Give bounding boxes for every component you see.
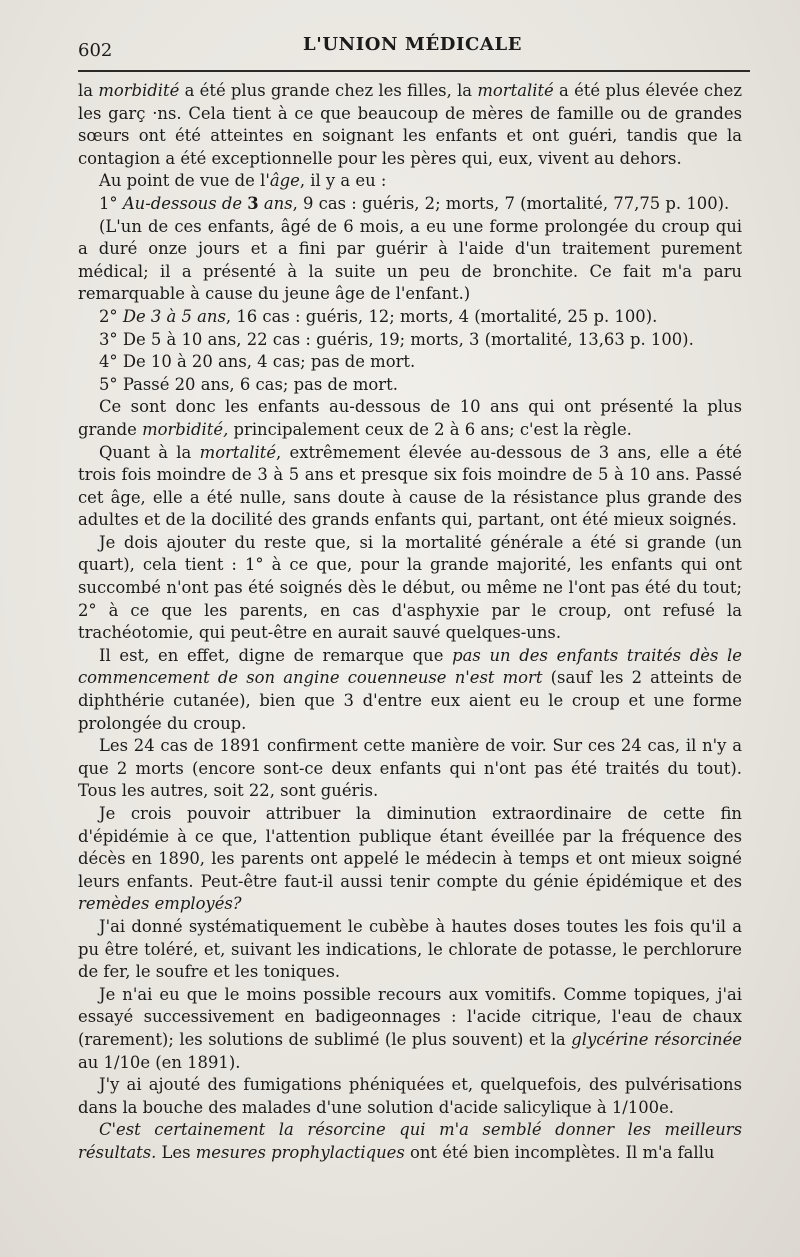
paragraph-p3	[78, 193, 742, 216]
paragraph-p10	[78, 442, 742, 532]
paragraph-p5	[78, 306, 742, 329]
text-run: a été plus élevée chez les garç ·ns. Cela tient à ce que beaucoup de mères de famille ou de grandes sœurs ont été atteintes en soignant les enfants et ont guéri, tandis que la contagion a été exceptionnelle pour les pères qui, eux, vivent au dehors.	[78, 81, 742, 168]
paragraph-p4	[78, 216, 742, 306]
text-run: 4° De 10 à 20 ans, 4 cas; pas de mort.	[99, 352, 416, 372]
paragraph-p7	[78, 351, 742, 374]
text-run: C'est certainement la résorcine qui m'a semblé donner les meilleurs résultats.	[78, 1120, 742, 1162]
paragraph-p17	[78, 1074, 742, 1119]
page-header	[78, 32, 752, 72]
text-run: glycérine résorcinée	[571, 1029, 742, 1049]
paragraph-p1	[78, 80, 742, 170]
text-run: Au point de vue de l'	[99, 171, 270, 191]
text-run: Il est, en effet, digne de remarque que	[99, 645, 453, 665]
text-run: J'y ai ajouté des fumigations phéniquées et, quelquefois, des pulvérisations dans la bouche des malades d'une solution d'acide salicylique à 1/100e.	[78, 1075, 742, 1117]
text-run: 3	[247, 193, 259, 213]
text-run: , 9 cas : guéris, 2; morts, 7 (mortalité, 77,75 p. 100).	[292, 193, 730, 213]
text-run: a été plus grande chez les filles, la	[179, 81, 478, 100]
text-run: morbidité	[98, 81, 180, 100]
text-run: remèdes employés?	[78, 894, 242, 914]
text-run: Je n'ai eu que le moins possible recours aux vomitifs. Comme topiques, j'ai essayé successivement en badigeonnages : l'acide citrique, l'eau de chaux (rarement); les solutions de sublimé (le plus souvent) et la	[78, 984, 742, 1049]
text-run: ont été bien incomplètes. Il m'a fallu	[404, 1142, 715, 1162]
text-run: pas un des enfants traités dès le commencement de son angine couenneuse n'est mort	[78, 645, 742, 688]
text-run: 2°	[99, 306, 123, 326]
text-run: Je dois ajouter du reste que, si la mortalité générale a été si grande (un quart), cela tient : 1° à ce que, pour la grande majorité, les enfants qui ont succombé n'ont pas été soignés dès le début, ou même ne l'ont pas été du tout; 2° à ce que les parents, en cas d'asphyxie par le croup, ont refusé la trachéotomie, qui peut-être en aurait sauvé quelques-uns.	[78, 532, 742, 643]
text-run: Les 24 cas de 1891 confirment cette manière de voir. Sur ces 24 cas, il n'y a que 2 morts (encore sont-ce deux enfants qui n'ont pas été traités du tout). Tous les autres, soit 22, sont guéris.	[78, 736, 742, 801]
text-run: mortalité	[477, 81, 554, 100]
text-run: morbidité,	[142, 419, 229, 439]
paragraph-p6	[78, 329, 742, 352]
text-run: , il y a eu :	[299, 171, 387, 191]
text-run: mesures prophylactiques	[195, 1142, 405, 1162]
text-run: 5° Passé 20 ans, 6 cas; pas de mort.	[99, 374, 398, 394]
paragraph-p8	[78, 374, 742, 397]
text-run: Je crois pouvoir attribuer la diminution extraordinaire de cette fin d'épidémie à ce que, l'attention publique étant éveillée par la fréquence des décès en 1890, les parents ont appelé le médecin à temps et ont mieux soigné leurs enfants. Peut-être faut-il aussi tenir compte du génie épidémique et des	[78, 804, 742, 891]
journal-title: L'UNION MÉDICALE	[303, 34, 523, 55]
paragraph-p12	[78, 645, 742, 735]
text-run: (sauf les 2 atteints de diphthérie cutanée), bien que 3 d'entre eux aient eu le croup et une forme prolongée du croup.	[78, 668, 742, 733]
header-rule	[78, 70, 750, 72]
text-run: ans	[263, 193, 293, 213]
text-run: J'ai donné systématiquement le cubèbe à hautes doses toutes les fois qu'il a pu être toléré, et, suivant les indications, le chlorate de potasse, le perchlorure de fer, le soufre et les toniques.	[78, 916, 742, 982]
text-run: , 16 cas : guéris, 12; morts, 4 (mortalité, 25 p. 100).	[225, 306, 658, 326]
paragraph-p13	[78, 735, 742, 803]
paragraph-p14	[78, 803, 742, 916]
text-run: Quant à la	[99, 442, 200, 462]
article-body	[78, 80, 742, 1165]
text-run: mortalité	[199, 442, 277, 462]
text-run: (L'un de ces enfants, âgé de 6 mois, a eu une forme prolongée du croup qui a duré onze jours et a fini par guérir à l'aide d'un traitement purement médical; il a présenté à la suite un peu de bronchite. Ce fait m'a paru remarquable à cause du jeune âge de l'enfant.)	[78, 216, 742, 304]
paragraph-p9	[78, 396, 742, 441]
paragraph-p11	[78, 532, 742, 645]
text-run: principalement ceux de 2 à 6 ans; c'est la règle.	[228, 419, 632, 439]
text-run: Les	[156, 1142, 196, 1162]
text-run: 3° De 5 à 10 ans, 22 cas : guéris, 19; morts, 3 (mortalité, 13,63 p. 100).	[99, 329, 694, 349]
text-run: , extrêmement élevée au-dessous de 3 ans, elle a été trois fois moindre de 3 à 5 ans et presque six fois moindre de 5 à 10 ans. Passé cet âge, elle a été nulle, sans doute à cause de la résistance plus grande des adultes et de la docilité des grands enfants qui, partant, ont été mieux soignés.	[78, 442, 743, 530]
text-run: 1°	[99, 193, 123, 213]
paragraph-p2	[78, 170, 742, 193]
text-run: Ce sont donc les enfants au-dessous de 10 ans qui ont présenté la plus grande	[78, 397, 742, 439]
paragraph-p18	[78, 1119, 742, 1164]
text-run: Au-dessous de	[122, 193, 243, 213]
text-run: De 3 à 5 ans	[122, 306, 226, 326]
text-run: au 1/10e (en 1891).	[78, 1052, 241, 1072]
page-number: 602	[78, 40, 113, 61]
paragraph-p16	[78, 984, 742, 1074]
paragraph-p15	[78, 916, 742, 984]
text-run: la	[78, 81, 99, 100]
text-run: âge	[269, 171, 300, 191]
